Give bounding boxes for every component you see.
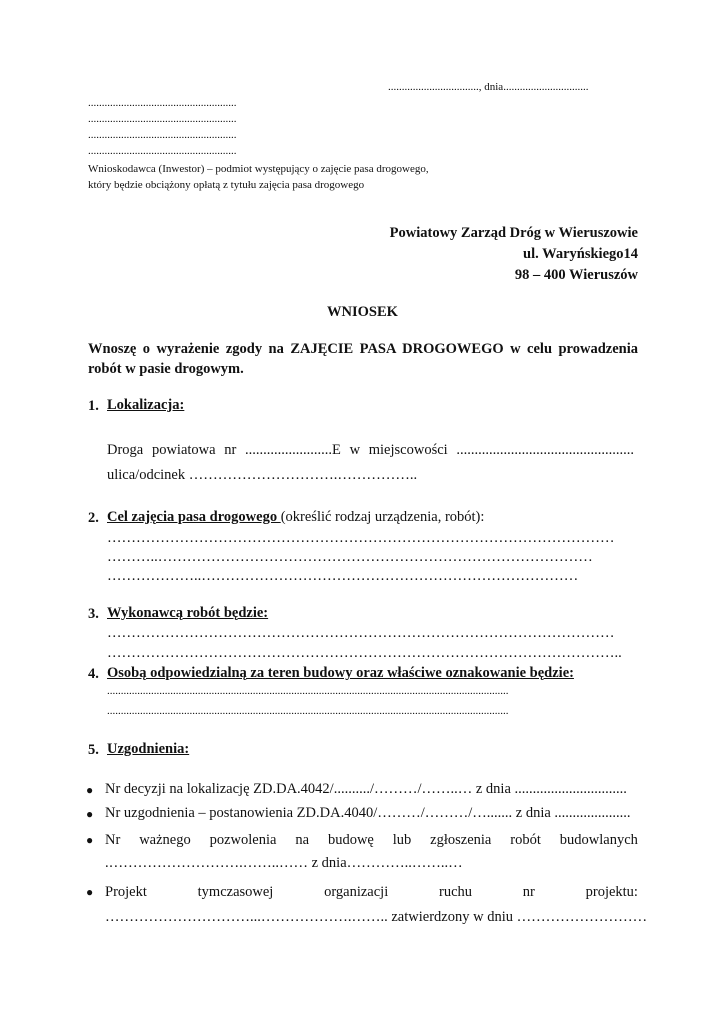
intro-line-2: robót w pasie drogowym.: [88, 361, 244, 377]
section-1-number: 1.: [88, 398, 99, 414]
item3-word-4: na: [295, 832, 310, 848]
item3-word-7: zgłoszenia: [430, 832, 492, 848]
item3-word-3: pozwolenia: [209, 832, 277, 848]
intro-text-1: Wnoszę o wyrażenie zgody na ZAJĘCIE PASA DROGOWEGO w celu prowadzenia: [88, 341, 638, 357]
section-3-line-2: ……………………………………………………………………………………………..: [107, 645, 622, 661]
section-5-number: 5.: [88, 742, 99, 758]
item4-word-3: organizacji: [324, 884, 389, 900]
item3-word-2: ważnego: [139, 832, 191, 848]
section-3-number: 3.: [88, 606, 99, 622]
road-word-3: nr: [224, 442, 237, 458]
locality-field: .................................................: [456, 442, 634, 458]
item3-word-9: budowlanych: [559, 832, 638, 848]
bullet-icon: ●: [86, 807, 94, 821]
road-word-1: Droga: [107, 442, 144, 458]
section-2-note: (określić rodzaj urządzenia, robót):: [280, 509, 485, 525]
document-title: WNIOSEK: [327, 304, 398, 320]
item4-word-6: projektu:: [585, 884, 638, 900]
road-number-field: ........................E: [245, 442, 341, 458]
applicant-caption-2: który będzie obciążony opłatą z tytułu zajęcia pasa drogowego: [88, 179, 365, 191]
bullet-icon: ●: [86, 833, 94, 847]
section-4-line-1: ..................................................................................................................................................: [107, 686, 509, 697]
agreement-item-3-line-1: [105, 832, 638, 849]
applicant-line-2: ......................................................: [88, 113, 237, 125]
section-4-line-2: ..................................................................................................................................................: [107, 706, 509, 717]
applicant-caption-1: Wnioskodawca (Inwestor) – podmiot występujący o zajęcie pasa drogowego,: [88, 163, 429, 175]
recipient-line-1: Powiatowy Zarząd Dróg w Wieruszowie: [389, 225, 638, 241]
agreement-item-4-line-2: …………………………...……………….…….. zatwierdzony w dniu ………………………: [105, 909, 648, 925]
section-2-heading-row: [107, 510, 484, 525]
section-3-heading: Wykonawcą robót będzie:: [107, 605, 269, 621]
item4-word-1: Projekt: [105, 884, 147, 900]
section-1-heading: Lokalizacja:: [107, 397, 185, 413]
agreement-item-2: Nr uzgodnienia – postanowienia ZD.DA.4040/………/………/…....... z dnia .....................: [105, 805, 631, 821]
place-date-field: ................................., dnia...............................: [388, 81, 589, 93]
section-2-line-2: ………..………………………………………………………………………………: [107, 549, 593, 565]
section-2-heading: Cel zajęcia pasa drogowego: [107, 509, 281, 525]
section-4-heading: Osobą odpowiedzialną za teren budowy oraz właściwe oznakowanie będzie:: [107, 665, 574, 681]
item4-word-2: tymczasowej: [197, 884, 274, 900]
street-line: ulica/odcinek ………………………….……………..: [107, 467, 418, 483]
road-word-6: miejscowości: [368, 442, 448, 458]
road-word-5: w: [349, 442, 361, 458]
section-2-line-3: ………………..……………………………………………………………………: [107, 568, 579, 584]
section-2-line-1: ……………………………………………………………………………………………: [107, 530, 615, 546]
item3-word-1: Nr: [105, 832, 121, 848]
section-5-heading: Uzgodnienia:: [107, 741, 190, 757]
item3-word-8: robót: [510, 832, 541, 848]
section-2-number: 2.: [88, 510, 99, 526]
road-word-2: powiatowa: [151, 442, 216, 458]
bullet-icon: ●: [86, 885, 94, 899]
section-3-line-1: ……………………………………………………………………………………………: [107, 625, 615, 641]
item3-word-5: budowę: [327, 832, 374, 848]
agreement-item-4-line-1: [105, 884, 638, 901]
applicant-line-3: ......................................................: [88, 129, 237, 141]
bullet-icon: ●: [86, 783, 94, 797]
applicant-line-1: ......................................................: [88, 97, 237, 109]
item4-word-4: ruchu: [439, 884, 473, 900]
item3-word-6: lub: [392, 832, 412, 848]
applicant-line-4: ......................................................: [88, 145, 237, 157]
road-line: [107, 442, 634, 459]
section-4-number: 4.: [88, 666, 99, 682]
recipient-line-3: 98 – 400 Wieruszów: [514, 267, 638, 283]
agreement-item-3-line-2: .……………………….……..…… z dnia…………..……..…: [105, 855, 463, 871]
item4-word-5: nr: [522, 884, 535, 900]
agreement-item-1: Nr decyzji na lokalizację ZD.DA.4042/........../………/……..… z dnia ...............................: [105, 781, 627, 797]
intro-line-1: [88, 342, 638, 357]
recipient-line-2: ul. Waryńskiego14: [523, 246, 638, 262]
